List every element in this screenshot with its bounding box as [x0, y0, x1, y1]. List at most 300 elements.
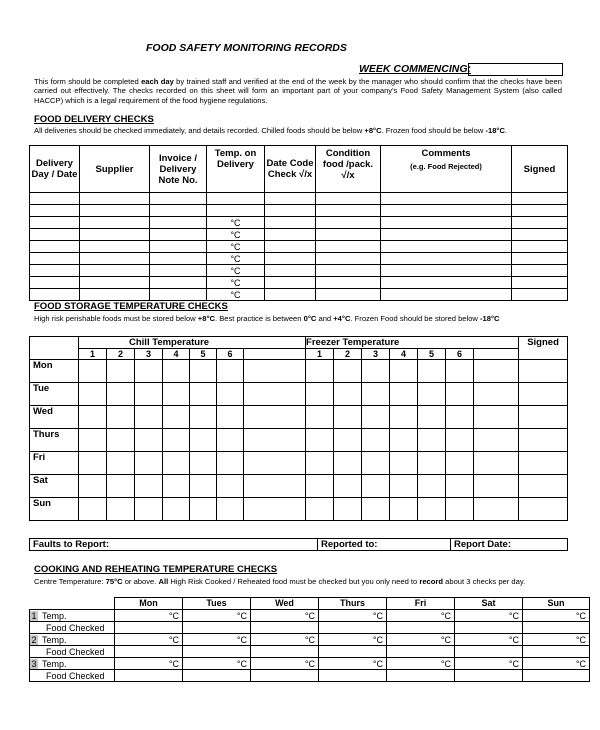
storage-cell[interactable]: [362, 475, 390, 498]
delivery-cell[interactable]: [316, 265, 381, 277]
storage-cell[interactable]: [334, 383, 362, 406]
delivery-cell[interactable]: [512, 289, 568, 301]
day-label: Sun: [30, 498, 79, 521]
food-checked-cell[interactable]: [523, 646, 590, 658]
reported-to-field[interactable]: Reported to:: [318, 539, 451, 551]
cooking-temp-cell[interactable]: °C: [387, 634, 455, 646]
storage-cell[interactable]: [390, 475, 418, 498]
delivery-cell[interactable]: [316, 289, 381, 301]
storage-cell[interactable]: [418, 360, 446, 383]
cooking-temp-cell[interactable]: °C: [319, 634, 387, 646]
freezer-check-number: 6: [446, 349, 474, 360]
delivery-cell[interactable]: [80, 289, 150, 301]
chill-spacer: [244, 349, 306, 360]
storage-cell[interactable]: [107, 360, 135, 383]
cooking-table: [29, 597, 590, 682]
storage-cell[interactable]: [135, 383, 163, 406]
storage-cell[interactable]: [79, 360, 107, 383]
temp-label: Temp.: [42, 658, 67, 669]
chill-check-number: 5: [190, 349, 217, 360]
cooking-day-header: Wed: [251, 598, 319, 610]
storage-cell[interactable]: [244, 475, 306, 498]
cooking-day-header: Tues: [183, 598, 251, 610]
delivery-cell[interactable]: [512, 217, 568, 229]
storage-cell[interactable]: [306, 429, 334, 452]
cooking-food-row: [30, 646, 590, 658]
storage-cell[interactable]: [244, 498, 306, 521]
food-checked-label: Food Checked: [30, 622, 115, 634]
storage-cell[interactable]: [362, 360, 390, 383]
storage-cell[interactable]: [190, 360, 217, 383]
food-checked-cell[interactable]: [387, 670, 455, 682]
freezer-check-number: 1: [306, 349, 334, 360]
food-checked-cell[interactable]: [251, 622, 319, 634]
storage-cell[interactable]: [217, 475, 244, 498]
col-date-code: Date Code Check √/x: [265, 146, 316, 193]
cooking-temp-cell[interactable]: °C: [387, 610, 455, 622]
storage-cell[interactable]: [418, 383, 446, 406]
storage-cell[interactable]: [519, 406, 568, 429]
delivery-cell[interactable]: [150, 193, 207, 205]
freezer-check-number: 3: [362, 349, 390, 360]
temp-cell[interactable]: °C: [207, 265, 265, 277]
freezer-check-number: 5: [418, 349, 446, 360]
freezer-spacer: [474, 349, 519, 360]
day-label: Mon: [30, 360, 79, 383]
cooking-temp-label: [30, 634, 115, 646]
delivery-cell[interactable]: [512, 277, 568, 289]
delivery-cell[interactable]: [381, 205, 512, 217]
storage-table: [29, 336, 568, 521]
storage-cell[interactable]: [190, 475, 217, 498]
cooking-corner: [30, 598, 115, 610]
storage-cell[interactable]: [79, 406, 107, 429]
storage-cell[interactable]: [190, 406, 217, 429]
cooking-temp-row: [30, 634, 590, 646]
food-checked-cell[interactable]: [319, 622, 387, 634]
delivery-cell[interactable]: [265, 205, 316, 217]
cooking-temp-cell[interactable]: °C: [251, 658, 319, 670]
storage-cell[interactable]: [334, 429, 362, 452]
delivery-cell[interactable]: [381, 193, 512, 205]
cooking-temp-cell[interactable]: °C: [115, 634, 183, 646]
delivery-cell[interactable]: [381, 265, 512, 277]
cooking-temp-cell[interactable]: °C: [455, 634, 523, 646]
storage-cell[interactable]: [79, 498, 107, 521]
storage-cell[interactable]: [79, 452, 107, 475]
storage-cell[interactable]: [163, 429, 190, 452]
food-checked-cell[interactable]: [183, 670, 251, 682]
cooking-temp-cell[interactable]: °C: [523, 658, 590, 670]
storage-cell[interactable]: [474, 452, 519, 475]
cooking-temp-cell[interactable]: °C: [251, 610, 319, 622]
delivery-cell[interactable]: [80, 229, 150, 241]
storage-cell[interactable]: [390, 452, 418, 475]
delivery-cell[interactable]: [381, 229, 512, 241]
delivery-cell[interactable]: [265, 253, 316, 265]
cooking-day-header: Thurs: [319, 598, 387, 610]
delivery-cell[interactable]: [30, 229, 80, 241]
temp-cell[interactable]: °C: [207, 241, 265, 253]
cooking-temp-cell[interactable]: °C: [387, 658, 455, 670]
delivery-cell[interactable]: [265, 277, 316, 289]
delivery-cell[interactable]: [30, 253, 80, 265]
storage-cell[interactable]: [519, 475, 568, 498]
food-checked-cell[interactable]: [115, 646, 183, 658]
chill-check-number: 1: [79, 349, 107, 360]
storage-cell[interactable]: [135, 429, 163, 452]
storage-cell[interactable]: [474, 498, 519, 521]
delivery-cell[interactable]: [316, 253, 381, 265]
delivery-cell[interactable]: [316, 229, 381, 241]
cooking-temp-cell[interactable]: °C: [115, 658, 183, 670]
storage-cell[interactable]: [474, 383, 519, 406]
delivery-cell[interactable]: [30, 265, 80, 277]
food-checked-cell[interactable]: [387, 646, 455, 658]
delivery-cell[interactable]: [381, 277, 512, 289]
cooking-temp-label: [30, 610, 115, 622]
delivery-cell[interactable]: [207, 193, 265, 205]
storage-cell[interactable]: [190, 429, 217, 452]
cooking-temp-cell[interactable]: °C: [319, 610, 387, 622]
delivery-cell[interactable]: [80, 217, 150, 229]
storage-cell[interactable]: [519, 360, 568, 383]
storage-cell[interactable]: [519, 383, 568, 406]
cooking-temp-cell[interactable]: °C: [183, 634, 251, 646]
food-checked-cell[interactable]: [251, 646, 319, 658]
storage-cell[interactable]: [217, 383, 244, 406]
cooking-day-header: Mon: [115, 598, 183, 610]
storage-cell[interactable]: [390, 360, 418, 383]
storage-cell[interactable]: [474, 406, 519, 429]
storage-cell[interactable]: [163, 498, 190, 521]
storage-cell[interactable]: [390, 406, 418, 429]
delivery-note: All deliveries should be checked immediately, and details recorded. Chilled foods should be below +8°C. Frozen food should be below -18°C.: [34, 126, 508, 135]
cooking-day-header: Fri: [387, 598, 455, 610]
delivery-cell[interactable]: [512, 241, 568, 253]
row-index-badge: 3: [31, 658, 37, 669]
storage-section-title: FOOD STORAGE TEMPERATURE CHECKS: [34, 301, 228, 312]
cooking-temp-cell[interactable]: °C: [319, 658, 387, 670]
delivery-cell[interactable]: [80, 193, 150, 205]
delivery-cell[interactable]: [512, 193, 568, 205]
delivery-cell[interactable]: [381, 217, 512, 229]
storage-cell[interactable]: [334, 498, 362, 521]
delivery-row: [30, 241, 568, 253]
cooking-temp-cell[interactable]: °C: [455, 658, 523, 670]
food-checked-cell[interactable]: [183, 622, 251, 634]
storage-cell[interactable]: [519, 498, 568, 521]
storage-cell[interactable]: [217, 360, 244, 383]
storage-cell[interactable]: [446, 429, 474, 452]
storage-cell[interactable]: [390, 429, 418, 452]
cooking-temp-row: [30, 658, 590, 670]
cooking-day-header: Sat: [455, 598, 523, 610]
storage-cell[interactable]: [217, 452, 244, 475]
temp-label: Temp.: [42, 634, 67, 645]
delivery-cell[interactable]: [381, 289, 512, 301]
storage-cell[interactable]: [244, 383, 306, 406]
cooking-temp-cell[interactable]: °C: [523, 634, 590, 646]
storage-cell[interactable]: [107, 429, 135, 452]
delivery-table: [29, 145, 568, 301]
delivery-cell[interactable]: [265, 217, 316, 229]
storage-cell[interactable]: [474, 360, 519, 383]
temp-cell[interactable]: °C: [207, 217, 265, 229]
storage-cell[interactable]: [334, 406, 362, 429]
storage-cell[interactable]: [446, 475, 474, 498]
storage-row: [30, 383, 568, 406]
chill-check-number: 4: [163, 349, 190, 360]
freezer-check-number: 2: [334, 349, 362, 360]
delivery-cell[interactable]: [265, 229, 316, 241]
storage-cell[interactable]: [390, 498, 418, 521]
storage-cell[interactable]: [135, 475, 163, 498]
delivery-cell[interactable]: [30, 241, 80, 253]
delivery-cell[interactable]: [80, 253, 150, 265]
delivery-cell[interactable]: [512, 229, 568, 241]
delivery-cell[interactable]: [150, 205, 207, 217]
cooking-note: Centre Temperature: 75°C or above. All High Risk Cooked / Reheated food must be checked but you only need to record about 3 checks per day.: [34, 577, 526, 586]
storage-cell[interactable]: [418, 498, 446, 521]
food-checked-cell[interactable]: [251, 670, 319, 682]
delivery-cell[interactable]: [150, 265, 207, 277]
food-checked-cell[interactable]: [455, 622, 523, 634]
storage-cell[interactable]: [446, 383, 474, 406]
storage-cell[interactable]: [163, 475, 190, 498]
food-checked-cell[interactable]: [523, 670, 590, 682]
storage-cell[interactable]: [418, 429, 446, 452]
delivery-cell[interactable]: [150, 217, 207, 229]
storage-cell[interactable]: [135, 360, 163, 383]
storage-cell[interactable]: [107, 452, 135, 475]
chill-temperature-header: Chill Temperature: [79, 337, 306, 349]
storage-cell[interactable]: [519, 429, 568, 452]
food-checked-cell[interactable]: [115, 622, 183, 634]
storage-cell[interactable]: [390, 383, 418, 406]
delivery-cell[interactable]: [316, 205, 381, 217]
delivery-cell[interactable]: [150, 253, 207, 265]
delivery-cell[interactable]: [30, 277, 80, 289]
cooking-food-row: [30, 622, 590, 634]
temp-cell[interactable]: °C: [207, 289, 265, 301]
storage-cell[interactable]: [362, 406, 390, 429]
day-label: Wed: [30, 406, 79, 429]
delivery-cell[interactable]: [150, 241, 207, 253]
storage-cell[interactable]: [334, 475, 362, 498]
storage-cell[interactable]: [306, 452, 334, 475]
storage-cell[interactable]: [306, 406, 334, 429]
food-checked-cell[interactable]: [455, 646, 523, 658]
storage-cell[interactable]: [163, 360, 190, 383]
week-commencing-label: WEEK COMMENCING:: [359, 63, 471, 75]
cooking-temp-cell[interactable]: °C: [115, 610, 183, 622]
storage-cell[interactable]: [519, 452, 568, 475]
storage-cell[interactable]: [135, 452, 163, 475]
delivery-cell[interactable]: [30, 193, 80, 205]
storage-cell[interactable]: [446, 498, 474, 521]
storage-row: [30, 498, 568, 521]
row-index-badge: 2: [31, 634, 37, 645]
storage-cell[interactable]: [163, 452, 190, 475]
chill-check-number: 6: [217, 349, 244, 360]
delivery-row: [30, 277, 568, 289]
delivery-cell[interactable]: [150, 277, 207, 289]
storage-row: [30, 475, 568, 498]
storage-cell[interactable]: [217, 498, 244, 521]
delivery-cell[interactable]: [30, 205, 80, 217]
cooking-food-row: [30, 670, 590, 682]
delivery-cell[interactable]: [265, 241, 316, 253]
temp-cell[interactable]: °C: [207, 277, 265, 289]
delivery-cell[interactable]: [381, 253, 512, 265]
storage-corner: [30, 337, 79, 349]
col-invoice: Invoice / Delivery Note No.: [150, 146, 207, 193]
storage-cell[interactable]: [446, 452, 474, 475]
delivery-cell[interactable]: [265, 289, 316, 301]
storage-cell[interactable]: [135, 406, 163, 429]
storage-cell[interactable]: [446, 360, 474, 383]
cooking-temp-cell[interactable]: °C: [183, 610, 251, 622]
delivery-cell[interactable]: [150, 289, 207, 301]
temp-cell[interactable]: °C: [207, 229, 265, 241]
delivery-cell[interactable]: [80, 265, 150, 277]
col-temp-delivery: Temp. on Delivery: [207, 146, 265, 193]
storage-cell[interactable]: [79, 429, 107, 452]
col-delivery-date: Delivery Day / Date: [30, 146, 80, 193]
delivery-cell[interactable]: [265, 193, 316, 205]
storage-row: [30, 452, 568, 475]
storage-cell[interactable]: [244, 452, 306, 475]
storage-cell[interactable]: [244, 406, 306, 429]
storage-cell[interactable]: [474, 429, 519, 452]
storage-cell[interactable]: [334, 360, 362, 383]
row-index-badge: 1: [31, 610, 37, 621]
cooking-temp-cell[interactable]: °C: [455, 610, 523, 622]
delivery-section-title: FOOD DELIVERY CHECKS: [34, 114, 154, 125]
storage-cell[interactable]: [244, 429, 306, 452]
storage-cell[interactable]: [163, 406, 190, 429]
storage-cell[interactable]: [446, 406, 474, 429]
cooking-temp-cell[interactable]: °C: [183, 658, 251, 670]
delivery-cell[interactable]: [265, 265, 316, 277]
storage-cell[interactable]: [362, 429, 390, 452]
delivery-cell[interactable]: [80, 241, 150, 253]
storage-cell[interactable]: [362, 498, 390, 521]
storage-cell[interactable]: [79, 383, 107, 406]
report-date-field[interactable]: Report Date:: [451, 539, 568, 551]
delivery-cell[interactable]: [316, 217, 381, 229]
delivery-cell[interactable]: [512, 265, 568, 277]
delivery-cell[interactable]: [30, 289, 80, 301]
page-title: FOOD SAFETY MONITORING RECORDS: [146, 42, 347, 54]
storage-cell[interactable]: [190, 383, 217, 406]
delivery-cell[interactable]: [381, 241, 512, 253]
storage-cell[interactable]: [362, 383, 390, 406]
faults-to-report-field[interactable]: Faults to Report:: [30, 539, 318, 551]
delivery-row: [30, 229, 568, 241]
food-checked-label: Food Checked: [30, 646, 115, 658]
delivery-cell[interactable]: [80, 277, 150, 289]
cooking-temp-cell[interactable]: °C: [523, 610, 590, 622]
delivery-cell[interactable]: [30, 217, 80, 229]
delivery-cell[interactable]: [512, 205, 568, 217]
chill-check-number: 2: [107, 349, 135, 360]
storage-cell[interactable]: [79, 475, 107, 498]
day-label: Tue: [30, 383, 79, 406]
col-supplier: Supplier: [80, 146, 150, 193]
delivery-row: [30, 289, 568, 301]
delivery-cell[interactable]: [316, 277, 381, 289]
food-checked-cell[interactable]: [319, 646, 387, 658]
storage-row: [30, 406, 568, 429]
storage-cell[interactable]: [163, 383, 190, 406]
delivery-cell[interactable]: [316, 193, 381, 205]
food-checked-cell[interactable]: [183, 646, 251, 658]
day-label: Sat: [30, 475, 79, 498]
storage-cell[interactable]: [107, 406, 135, 429]
col-condition: Condition food /pack. √/x: [316, 146, 381, 193]
storage-cell[interactable]: [418, 452, 446, 475]
storage-cell[interactable]: [107, 475, 135, 498]
delivery-cell[interactable]: [80, 205, 150, 217]
food-checked-cell[interactable]: [523, 622, 590, 634]
storage-cell[interactable]: [474, 475, 519, 498]
food-checked-cell[interactable]: [387, 622, 455, 634]
temp-label: Temp.: [42, 610, 67, 621]
storage-cell[interactable]: [217, 406, 244, 429]
day-label: Thurs: [30, 429, 79, 452]
delivery-row: [30, 253, 568, 265]
storage-note: High risk perishable foods must be stored below +8°C. Best practice is between 0°C and +4°C. Frozen Food should be stored below -18°C: [34, 314, 500, 323]
storage-cell[interactable]: [107, 383, 135, 406]
storage-cell[interactable]: [306, 498, 334, 521]
storage-cell[interactable]: [362, 452, 390, 475]
delivery-row: [30, 217, 568, 229]
food-checked-cell[interactable]: [455, 670, 523, 682]
delivery-cell[interactable]: [316, 241, 381, 253]
cooking-day-header: Sun: [523, 598, 590, 610]
food-checked-label: Food Checked: [30, 670, 115, 682]
storage-cell[interactable]: [107, 498, 135, 521]
faults-row: [29, 538, 568, 551]
storage-cell[interactable]: [244, 360, 306, 383]
storage-cell[interactable]: [418, 475, 446, 498]
storage-cell[interactable]: [306, 360, 334, 383]
temp-cell[interactable]: °C: [207, 253, 265, 265]
storage-cell[interactable]: [306, 383, 334, 406]
delivery-row: [30, 193, 568, 205]
storage-cell[interactable]: [190, 498, 217, 521]
delivery-cell[interactable]: [207, 205, 265, 217]
food-checked-cell[interactable]: [115, 670, 183, 682]
storage-cell[interactable]: [306, 475, 334, 498]
delivery-cell[interactable]: [512, 253, 568, 265]
storage-cell[interactable]: [190, 452, 217, 475]
cooking-temp-cell[interactable]: °C: [251, 634, 319, 646]
cooking-temp-label: [30, 658, 115, 670]
storage-cell[interactable]: [135, 498, 163, 521]
freezer-check-number: 4: [390, 349, 418, 360]
storage-cell[interactable]: [418, 406, 446, 429]
food-checked-cell[interactable]: [319, 670, 387, 682]
delivery-cell[interactable]: [150, 229, 207, 241]
freezer-temperature-header: Freezer Temperature: [306, 337, 519, 349]
storage-cell[interactable]: [217, 429, 244, 452]
storage-cell[interactable]: [334, 452, 362, 475]
storage-row: [30, 360, 568, 383]
week-commencing-field[interactable]: [468, 63, 563, 76]
